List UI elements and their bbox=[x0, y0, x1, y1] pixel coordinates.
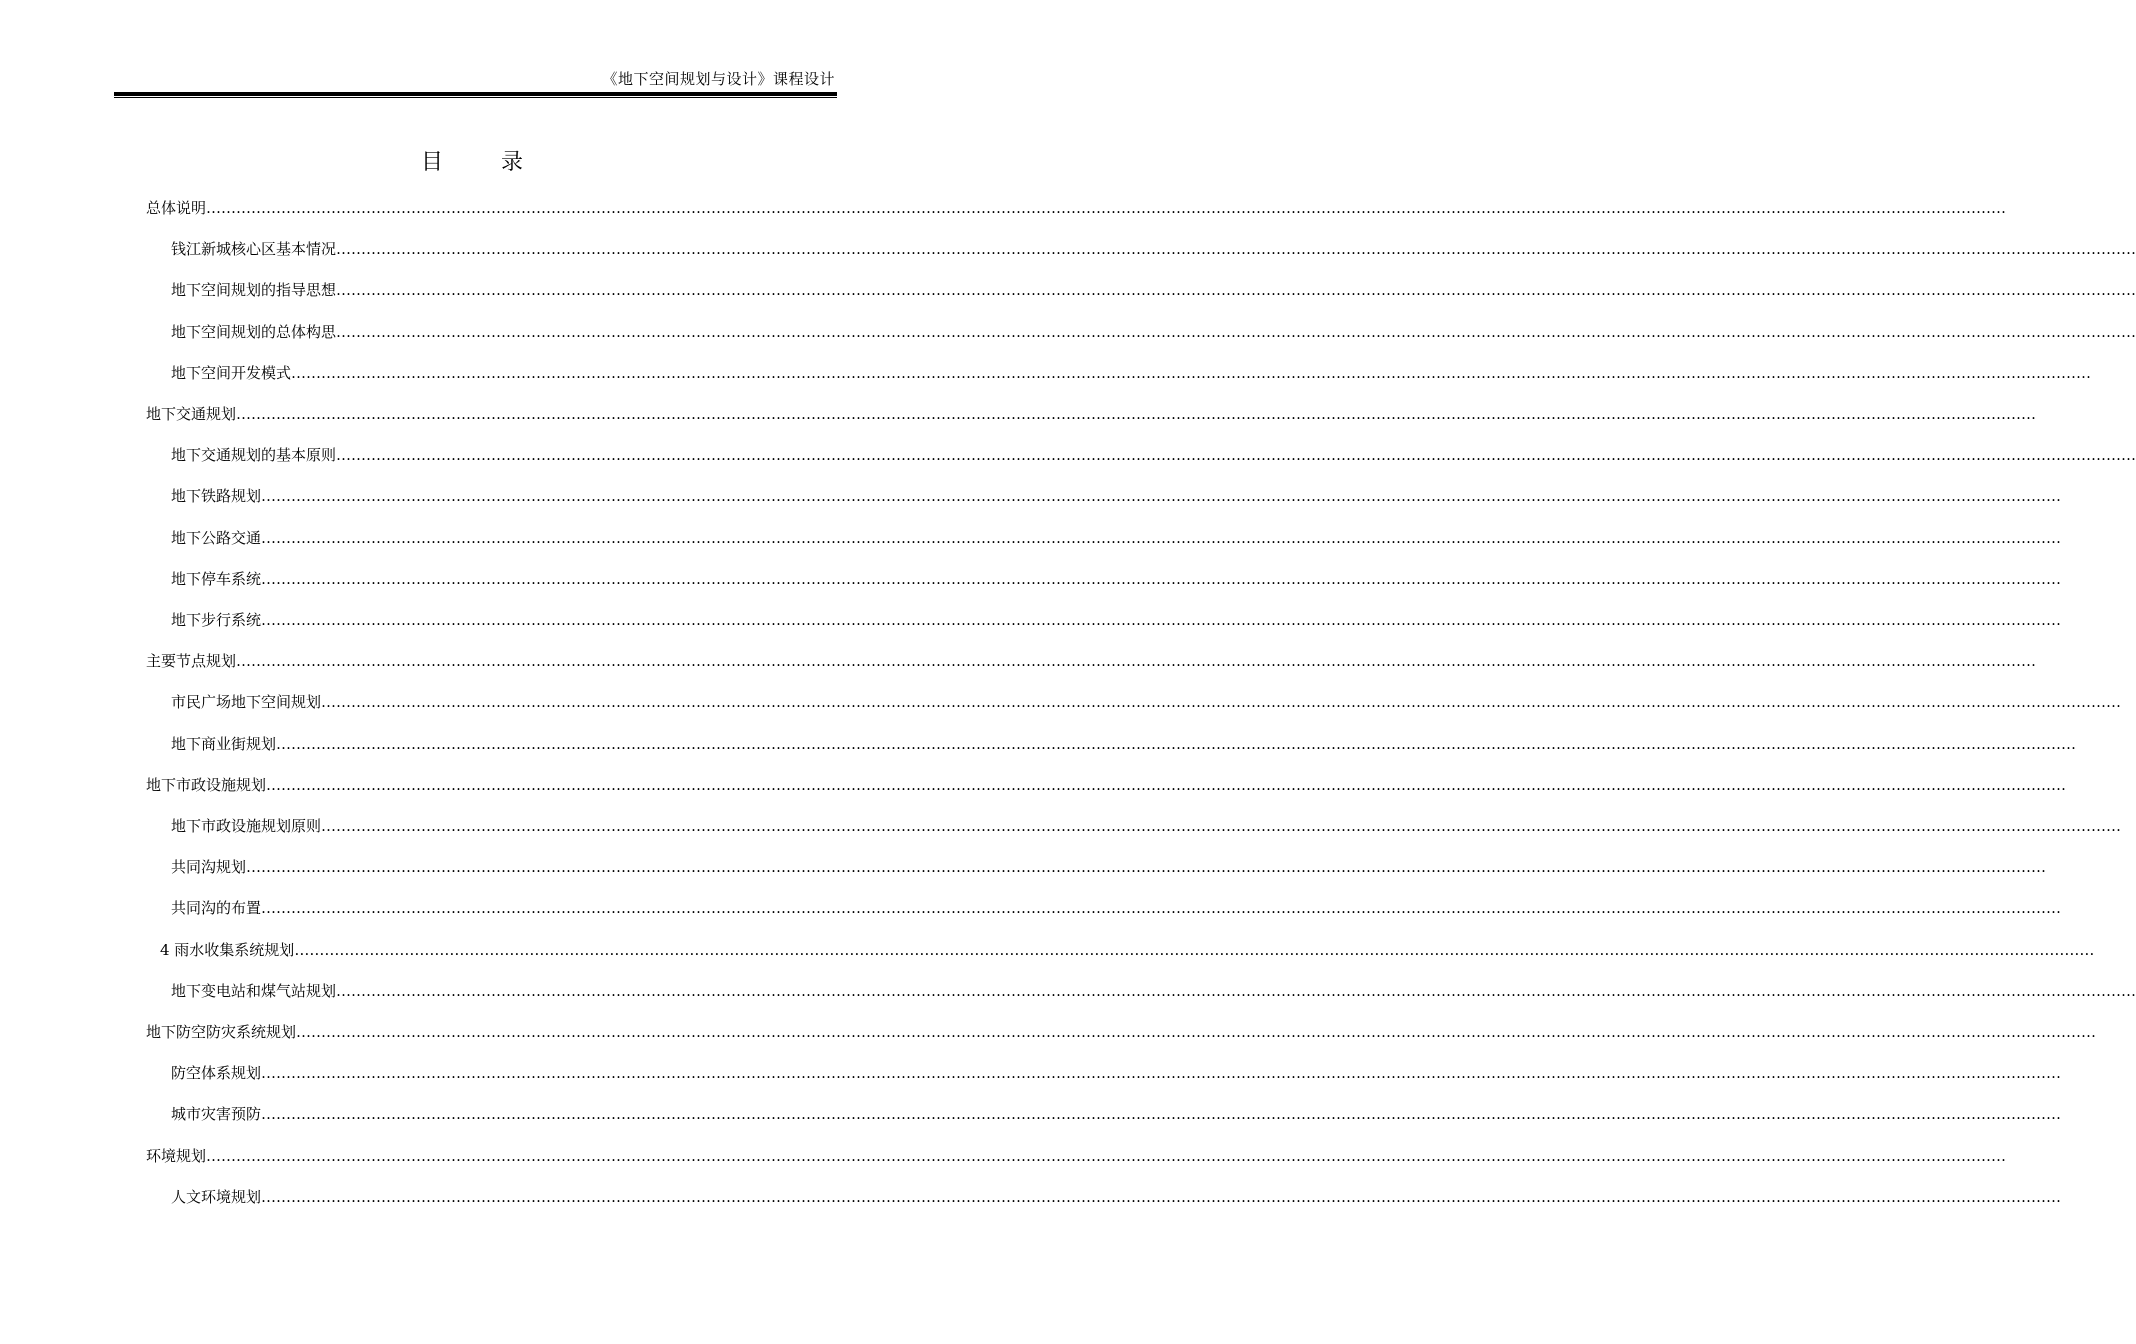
leader-dots: ……………………………………………………………………………………………………………………………………………………………………………………………………………………………………………………………………………………………………………………………… bbox=[336, 281, 2136, 299]
toc-entry[interactable] bbox=[146, 404, 2037, 424]
toc-entry[interactable] bbox=[171, 280, 2136, 300]
toc-entry-label: 城市灾害预防 bbox=[171, 1105, 262, 1123]
toc-entry-label: 地下铁路规划 bbox=[171, 487, 262, 505]
toc-entry[interactable] bbox=[146, 1146, 2007, 1166]
toc-entry[interactable] bbox=[171, 445, 2136, 465]
toc-entry[interactable] bbox=[171, 981, 2136, 1001]
toc-entry-label: 钱江新城核心区基本情况 bbox=[171, 240, 337, 258]
leader-dots: ……………………………………………………………………………………………………………………………………………………………………………………………………………………………………………………………………………………………………………………………… bbox=[266, 776, 2067, 794]
leader-dots: ……………………………………………………………………………………………………………………………………………………………………………………………………………………………………………………………………………………………………………………………… bbox=[261, 529, 2062, 547]
leader-dots: ……………………………………………………………………………………………………………………………………………………………………………………………………………………………………………………………………………………………………………………………… bbox=[336, 323, 2136, 341]
toc-entry-label: 地下交通规划 bbox=[146, 405, 237, 423]
toc-entry[interactable] bbox=[171, 528, 2062, 548]
toc-entry-label: 主要节点规划 bbox=[146, 652, 237, 670]
leader-dots: ……………………………………………………………………………………………………………………………………………………………………………………………………………………………………………………………………………………………………………………………… bbox=[336, 982, 2136, 1000]
toc-entry[interactable] bbox=[146, 1022, 2097, 1042]
toc-entry-label: 环境规划 bbox=[146, 1147, 207, 1165]
leader-dots: ……………………………………………………………………………………………………………………………………………………………………………………………………………………………………………………………………………………………………………………………… bbox=[294, 941, 2095, 959]
leader-dots: ……………………………………………………………………………………………………………………………………………………………………………………………………………………………………………………………………………………………………………………………… bbox=[261, 611, 2062, 629]
toc-entry-label: 地下市政设施规划原则 bbox=[171, 817, 322, 835]
toc-entry-label: 地下公路交通 bbox=[171, 529, 262, 547]
toc-entry-label: 共同沟规划 bbox=[171, 858, 247, 876]
toc-entry-label: 市民广场地下空间规划 bbox=[171, 693, 322, 711]
toc-entry-label: 地下空间规划的总体构思 bbox=[171, 323, 337, 341]
toc-entry[interactable] bbox=[146, 651, 2037, 671]
toc-entry[interactable] bbox=[171, 322, 2136, 342]
leader-dots: ……………………………………………………………………………………………………………………………………………………………………………………………………………………………………………………………………………………………………………………………… bbox=[206, 1147, 2007, 1165]
leader-dots: ……………………………………………………………………………………………………………………………………………………………………………………………………………………………………………………………………………………………………………………………… bbox=[261, 1064, 2062, 1082]
toc-entry[interactable] bbox=[171, 857, 2047, 877]
toc-entry[interactable] bbox=[171, 692, 2122, 712]
leader-dots: ……………………………………………………………………………………………………………………………………………………………………………………………………………………………………………………………………………………………………………………………… bbox=[321, 693, 2122, 711]
toc-entry-label: 地下空间规划的指导思想 bbox=[171, 281, 337, 299]
toc-entry[interactable] bbox=[146, 198, 2007, 218]
toc-entry[interactable] bbox=[146, 775, 2067, 795]
toc-entry-label: 地下变电站和煤气站规划 bbox=[171, 982, 337, 1000]
toc-entry[interactable] bbox=[171, 569, 2062, 589]
toc-entry-label: 地下停车系统 bbox=[171, 570, 262, 588]
toc-entry-label: 地下交通规划的基本原则 bbox=[171, 446, 337, 464]
toc-entry-label: 防空体系规划 bbox=[171, 1064, 262, 1082]
leader-dots: ……………………………………………………………………………………………………………………………………………………………………………………………………………………………………………………………………………………………………………………………… bbox=[296, 1023, 2097, 1041]
toc-entry-label: 地下空间开发模式 bbox=[171, 364, 292, 382]
toc-entry[interactable] bbox=[171, 486, 2062, 506]
toc-entry[interactable] bbox=[171, 610, 2062, 630]
toc-entry[interactable] bbox=[171, 363, 2092, 383]
toc-title: 目录 bbox=[420, 150, 581, 175]
leader-dots: ……………………………………………………………………………………………………………………………………………………………………………………………………………………………………………………………………………………………………………………………… bbox=[261, 1105, 2062, 1123]
leader-dots: ……………………………………………………………………………………………………………………………………………………………………………………………………………………………………………………………………………………………………………………………… bbox=[336, 240, 2136, 258]
leader-dots: ……………………………………………………………………………………………………………………………………………………………………………………………………………………………………………………………………………………………………………………………… bbox=[246, 858, 2047, 876]
leader-dots: ……………………………………………………………………………………………………………………………………………………………………………………………………………………………………………………………………………………………………………………………… bbox=[236, 405, 2037, 423]
toc-entry-label: 人文环境规划 bbox=[171, 1188, 262, 1206]
leader-dots: ……………………………………………………………………………………………………………………………………………………………………………………………………………………………………………………………………………………………………………………………… bbox=[261, 899, 2062, 917]
toc-entry-label: 地下市政设施规划 bbox=[146, 776, 267, 794]
toc-entry-label: 4 雨水收集系统规划 bbox=[160, 941, 295, 959]
running-header: 《地下空间规划与设计》课程设计 bbox=[602, 70, 835, 88]
toc-entry[interactable] bbox=[171, 1104, 2062, 1124]
leader-dots: ……………………………………………………………………………………………………………………………………………………………………………………………………………………………………………………………………………………………………………………………… bbox=[276, 735, 2077, 753]
leader-dots: ……………………………………………………………………………………………………………………………………………………………………………………………………………………………………………………………………………………………………………………………… bbox=[261, 1188, 2062, 1206]
toc-entry[interactable] bbox=[171, 816, 2122, 836]
leader-dots: ……………………………………………………………………………………………………………………………………………………………………………………………………………………………………………………………………………………………………………………………… bbox=[206, 199, 2007, 217]
leader-dots: ……………………………………………………………………………………………………………………………………………………………………………………………………………………………………………………………………………………………………………………………… bbox=[261, 570, 2062, 588]
toc-entry-label: 共同沟的布置 bbox=[171, 899, 262, 917]
toc-entry-label: 地下步行系统 bbox=[171, 611, 262, 629]
toc-entry-label: 地下商业街规划 bbox=[171, 735, 277, 753]
toc-entry-label: 总体说明 bbox=[146, 199, 207, 217]
leader-dots: ……………………………………………………………………………………………………………………………………………………………………………………………………………………………………………………………………………………………………………………………… bbox=[321, 817, 2122, 835]
leader-dots: ……………………………………………………………………………………………………………………………………………………………………………………………………………………………………………………………………………………………………………………………… bbox=[236, 652, 2037, 670]
toc-entry[interactable] bbox=[160, 940, 2095, 960]
leader-dots: ……………………………………………………………………………………………………………………………………………………………………………………………………………………………………………………………………………………………………………………………… bbox=[261, 487, 2062, 505]
toc-entry[interactable] bbox=[171, 1187, 2062, 1207]
toc-entry[interactable] bbox=[171, 898, 2062, 918]
toc-entry[interactable] bbox=[171, 239, 2136, 259]
toc-entry[interactable] bbox=[171, 734, 2077, 754]
toc-entry[interactable] bbox=[171, 1063, 2062, 1083]
leader-dots: ……………………………………………………………………………………………………………………………………………………………………………………………………………………………………………………………………………………………………………………………… bbox=[336, 446, 2136, 464]
leader-dots: ……………………………………………………………………………………………………………………………………………………………………………………………………………………………………………………………………………………………………………………………… bbox=[291, 364, 2092, 382]
toc-entry-label: 地下防空防灾系统规划 bbox=[146, 1023, 297, 1041]
